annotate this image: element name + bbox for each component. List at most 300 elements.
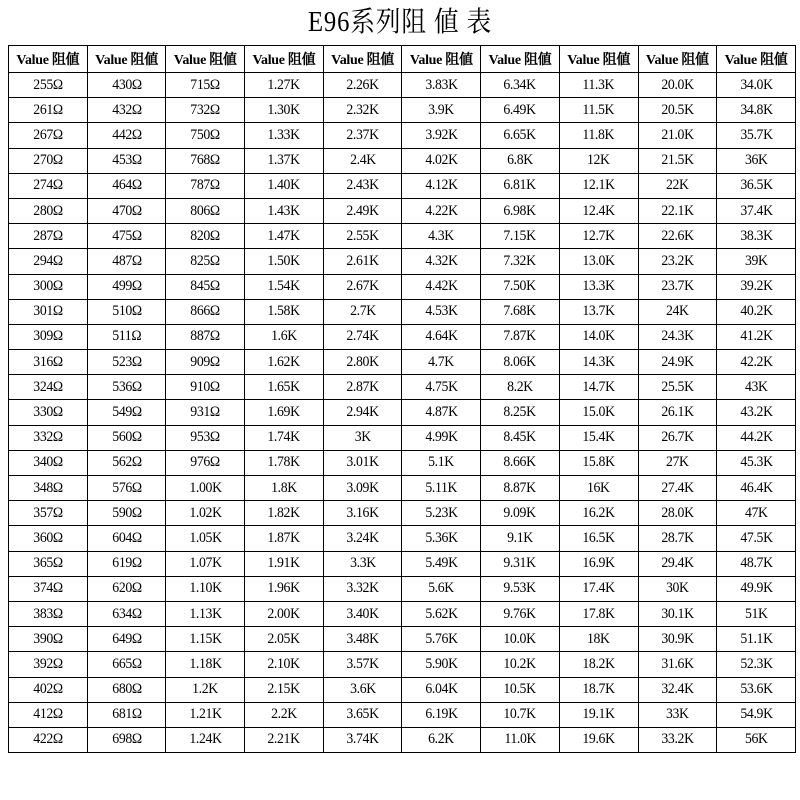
table-cell: [638, 627, 717, 652]
resistor-value: 3.3K: [349, 555, 376, 572]
table-cell: [481, 652, 560, 677]
table-cell: [9, 249, 88, 274]
resistor-value: 6.98K: [503, 202, 537, 219]
resistor-value: 11.8K: [582, 126, 615, 143]
resistor-value: 47.5K: [739, 529, 773, 546]
table-row: [9, 173, 796, 198]
resistor-value: 3.6K: [349, 681, 376, 698]
table-cell: [87, 551, 166, 576]
resistor-value: 430Ω: [111, 76, 142, 93]
table-cell: [481, 98, 560, 123]
resistor-value: 1.07K: [189, 555, 222, 572]
resistor-value: 6.8K: [507, 152, 533, 169]
table-cell: [87, 173, 166, 198]
table-row: [9, 148, 796, 173]
resistor-value: 1.18K: [189, 655, 222, 672]
resistor-value: 15.0K: [582, 404, 615, 421]
table-cell: [638, 198, 717, 223]
table-cell: [87, 526, 166, 551]
table-cell: [481, 501, 560, 526]
table-cell: [402, 727, 481, 752]
table-cell: [717, 652, 796, 677]
table-cell: [481, 224, 560, 249]
table-cell: [402, 299, 481, 324]
resistor-value: 8.45K: [503, 429, 537, 446]
table-cell: [638, 224, 717, 249]
resistor-value: 34.0K: [739, 76, 773, 93]
resistor-value: 17.8K: [582, 605, 615, 622]
table-cell: [166, 148, 245, 173]
table-cell: [323, 73, 402, 98]
table-cell: [402, 375, 481, 400]
table-cell: [402, 98, 481, 123]
resistor-value: 536Ω: [111, 378, 142, 395]
table-cell: [166, 702, 245, 727]
resistor-value: 26.7K: [661, 429, 694, 446]
table-cell: [638, 148, 717, 173]
table-cell: [402, 652, 481, 677]
resistor-value: 15.4K: [582, 429, 615, 446]
resistor-value: 4.22K: [425, 202, 458, 219]
table-cell: [638, 299, 717, 324]
resistor-value: 475Ω: [111, 227, 142, 244]
resistor-value: 17.4K: [582, 580, 615, 597]
resistor-value: 316Ω: [33, 353, 63, 370]
resistor-value: 43K: [744, 378, 768, 395]
table-cell: [559, 224, 638, 249]
table-row: [9, 601, 796, 626]
resistor-value: 806Ω: [190, 202, 220, 219]
resistor-value: 287Ω: [33, 227, 63, 244]
table-cell: [402, 476, 481, 501]
table-cell: [9, 198, 88, 223]
resistor-value: 39K: [744, 252, 768, 269]
table-cell: [481, 249, 560, 274]
table-cell: [717, 727, 796, 752]
resistor-value: 357Ω: [33, 504, 63, 521]
table-cell: [717, 350, 796, 375]
resistor-value: 620Ω: [111, 580, 142, 597]
table-cell: [559, 526, 638, 551]
resistor-value: 30.1K: [661, 605, 694, 622]
resistor-value: 4.02K: [425, 152, 458, 169]
resistor-value: 9.31K: [503, 555, 537, 572]
resistor-value: 681Ω: [111, 706, 142, 723]
table-cell: [717, 173, 796, 198]
resistor-value: 1.91K: [267, 555, 301, 572]
resistor-value: 1.96K: [267, 580, 301, 597]
resistor-value: 34.8K: [739, 101, 773, 118]
table-cell: [166, 98, 245, 123]
table-cell: [9, 350, 88, 375]
table-row: [9, 123, 796, 148]
resistor-value: 1.24K: [189, 731, 222, 748]
resistor-value: 300Ω: [33, 278, 63, 295]
table-cell: [481, 148, 560, 173]
table-cell: [559, 73, 638, 98]
table-cell: [717, 400, 796, 425]
resistor-value: 5.90K: [425, 655, 458, 672]
table-cell: [323, 98, 402, 123]
resistor-value: 1.21K: [189, 706, 222, 723]
table-cell: [402, 350, 481, 375]
resistor-value: 15.8K: [582, 454, 615, 471]
table-cell: [166, 727, 245, 752]
table-cell: [717, 98, 796, 123]
resistor-value: 16K: [587, 479, 610, 496]
resistor-value: 14.3K: [582, 353, 615, 370]
resistor-value: 332Ω: [33, 429, 63, 446]
table-cell: [166, 551, 245, 576]
table-cell: [166, 249, 245, 274]
table-cell: [9, 526, 88, 551]
resistor-value: 348Ω: [33, 479, 63, 496]
resistor-value: 8.66K: [503, 454, 537, 471]
table-row: [9, 400, 796, 425]
resistor-value: 8.87K: [503, 479, 537, 496]
table-cell: [323, 425, 402, 450]
resistor-value: 3.16K: [346, 504, 379, 521]
table-cell: [638, 274, 717, 299]
resistor-value: 3.74K: [346, 731, 379, 748]
resistor-value: 3.40K: [346, 605, 379, 622]
resistor-value: 619Ω: [111, 555, 142, 572]
resistor-value: 45.3K: [739, 454, 773, 471]
table-cell: [481, 576, 560, 601]
resistor-value: 3.9K: [428, 101, 455, 118]
table-cell: [481, 601, 560, 626]
table-cell: [323, 400, 402, 425]
resistor-value: 909Ω: [190, 353, 220, 370]
table-cell: [481, 375, 560, 400]
resistor-value: 38.3K: [739, 227, 773, 244]
resistor-value: 30.9K: [661, 630, 694, 647]
table-cell: [87, 702, 166, 727]
table-cell: [717, 198, 796, 223]
resistor-value: 2.15K: [267, 681, 301, 698]
table-row: [9, 551, 796, 576]
table-cell: [87, 198, 166, 223]
table-cell: [481, 198, 560, 223]
resistor-value: 2.87K: [346, 378, 379, 395]
resistor-value: 24.3K: [661, 328, 694, 345]
resistor-value: 11.5K: [582, 101, 615, 118]
resistor-value: 18K: [587, 630, 610, 647]
resistor-value: 18.7K: [582, 681, 615, 698]
resistor-value: 6.2K: [428, 731, 455, 748]
resistor-value: 51.1K: [739, 630, 773, 647]
table-cell: [638, 450, 717, 475]
column-header: Value 阻値: [323, 46, 402, 73]
table-cell: [166, 350, 245, 375]
table-cell: [638, 400, 717, 425]
table-cell: [402, 73, 481, 98]
table-cell: [559, 249, 638, 274]
table-row: [9, 224, 796, 249]
resistor-value: 324Ω: [33, 378, 63, 395]
column-header: Value 阻値: [245, 46, 324, 73]
resistor-value: 576Ω: [111, 479, 142, 496]
table-cell: [638, 173, 717, 198]
resistor-value: 6.81K: [503, 177, 537, 194]
resistor-value: 16.2K: [582, 504, 615, 521]
resistor-value: 1.43K: [267, 202, 301, 219]
table-row: [9, 274, 796, 299]
column-header: Value 阻値: [559, 46, 638, 73]
resistor-value: 2.61K: [346, 252, 379, 269]
resistor-value: 390Ω: [33, 630, 63, 647]
resistor-value: 931Ω: [190, 404, 220, 421]
table-cell: [87, 727, 166, 752]
resistor-value: 10.5K: [503, 681, 537, 698]
resistor-value: 2.49K: [346, 202, 379, 219]
table-cell: [402, 576, 481, 601]
resistor-value: 698Ω: [111, 731, 142, 748]
table-cell: [245, 450, 324, 475]
resistor-value: 374Ω: [33, 580, 63, 597]
table-cell: [245, 526, 324, 551]
table-cell: [87, 249, 166, 274]
resistor-value: 14.0K: [582, 328, 615, 345]
resistor-value: 1.74K: [267, 429, 301, 446]
table-cell: [481, 299, 560, 324]
table-body: [9, 73, 796, 753]
resistor-value: 1.13K: [189, 605, 222, 622]
resistor-value: 21.0K: [661, 126, 694, 143]
table-cell: [245, 727, 324, 752]
table-cell: [245, 375, 324, 400]
table-cell: [717, 677, 796, 702]
resistor-value: 8.25K: [503, 404, 537, 421]
table-cell: [166, 123, 245, 148]
resistor-value: 2.37K: [346, 126, 379, 143]
table-cell: [323, 576, 402, 601]
table-cell: [481, 173, 560, 198]
table-cell: [559, 350, 638, 375]
table-cell: [559, 98, 638, 123]
table-cell: [9, 173, 88, 198]
resistor-value: 2.80K: [346, 353, 379, 370]
table-cell: [166, 450, 245, 475]
table-cell: [323, 551, 402, 576]
resistor-value: 36K: [744, 152, 768, 169]
table-cell: [402, 425, 481, 450]
table-cell: [402, 224, 481, 249]
table-cell: [9, 601, 88, 626]
table-cell: [245, 476, 324, 501]
table-cell: [638, 652, 717, 677]
table-cell: [481, 274, 560, 299]
table-cell: [481, 450, 560, 475]
resistor-value: 4.32K: [425, 252, 458, 269]
table-cell: [323, 652, 402, 677]
table-row: [9, 350, 796, 375]
table-cell: [402, 677, 481, 702]
resistor-value: 56K: [744, 731, 768, 748]
resistor-value: 6.34K: [503, 76, 537, 93]
resistor-value: 2.10K: [267, 655, 301, 672]
resistor-value: 5.6K: [428, 580, 455, 597]
table-cell: [166, 375, 245, 400]
resistor-value: 3.83K: [425, 76, 458, 93]
resistor-value: 37.4K: [739, 202, 773, 219]
resistor-value: 1.40K: [267, 177, 301, 194]
resistor-value: 464Ω: [111, 177, 142, 194]
table-row: [9, 375, 796, 400]
resistor-value: 46.4K: [739, 479, 773, 496]
table-cell: [245, 652, 324, 677]
table-cell: [9, 727, 88, 752]
resistor-value: 19.1K: [582, 706, 615, 723]
resistor-value: 768Ω: [190, 152, 220, 169]
resistor-value: 2.26K: [346, 76, 379, 93]
resistor-value: 330Ω: [33, 404, 63, 421]
resistor-value: 1.69K: [267, 404, 301, 421]
table-cell: [323, 324, 402, 349]
table-row: [9, 702, 796, 727]
resistor-value: 1.62K: [267, 353, 301, 370]
resistor-value: 4.12K: [425, 177, 458, 194]
table-cell: [87, 73, 166, 98]
resistor-value: 6.04K: [425, 681, 458, 698]
table-cell: [559, 652, 638, 677]
table-cell: [559, 551, 638, 576]
resistor-value: 12K: [587, 152, 610, 169]
table-cell: [166, 677, 245, 702]
table-cell: [481, 425, 560, 450]
resistor-value: 29.4K: [661, 555, 694, 572]
table-cell: [166, 224, 245, 249]
table-cell: [166, 400, 245, 425]
table-cell: [245, 425, 324, 450]
table-cell: [323, 123, 402, 148]
resistor-value: 562Ω: [111, 454, 142, 471]
resistor-value: 35.7K: [739, 126, 773, 143]
table-cell: [717, 274, 796, 299]
resistor-value: 360Ω: [33, 529, 63, 546]
resistor-value: 825Ω: [190, 252, 220, 269]
table-cell: [323, 198, 402, 223]
resistor-value: 301Ω: [33, 303, 63, 320]
table-cell: [9, 73, 88, 98]
resistor-value: 255Ω: [33, 76, 63, 93]
table-cell: [166, 501, 245, 526]
resistor-value: 845Ω: [190, 278, 220, 295]
resistor-value: 9.53K: [503, 580, 537, 597]
table-cell: [717, 476, 796, 501]
resistor-value: 560Ω: [111, 429, 142, 446]
resistor-value: 23.7K: [661, 278, 694, 295]
resistor-value: 5.11K: [425, 479, 458, 496]
resistor-value: 487Ω: [111, 252, 142, 269]
table-cell: [245, 551, 324, 576]
resistor-value: 1.2K: [192, 681, 219, 698]
table-cell: [717, 425, 796, 450]
table-cell: [402, 324, 481, 349]
table-cell: [245, 299, 324, 324]
resistor-value: 976Ω: [190, 454, 220, 471]
resistor-value: 432Ω: [111, 101, 142, 118]
column-header: Value 阻値: [9, 46, 88, 73]
table-cell: [638, 526, 717, 551]
table-cell: [402, 400, 481, 425]
resistor-value: 511Ω: [112, 328, 142, 345]
table-cell: [323, 601, 402, 626]
table-row: [9, 476, 796, 501]
resistor-value: 1.30K: [267, 101, 301, 118]
resistor-value: 2.55K: [346, 227, 379, 244]
table-cell: [87, 274, 166, 299]
table-cell: [717, 501, 796, 526]
table-cell: [402, 249, 481, 274]
table-cell: [323, 350, 402, 375]
table-cell: [559, 274, 638, 299]
table-row: [9, 501, 796, 526]
resistor-value-table: [8, 45, 796, 753]
resistor-value: 5.36K: [425, 529, 458, 546]
table-cell: [245, 601, 324, 626]
table-cell: [323, 727, 402, 752]
resistor-value: 1.87K: [267, 529, 301, 546]
table-cell: [638, 551, 717, 576]
table-cell: [9, 123, 88, 148]
table-cell: [481, 727, 560, 752]
table-cell: [717, 123, 796, 148]
table-cell: [559, 375, 638, 400]
table-cell: [9, 501, 88, 526]
resistor-value: 2.32K: [346, 101, 379, 118]
table-row: [9, 249, 796, 274]
resistor-value: 604Ω: [111, 529, 142, 546]
resistor-value: 4.64K: [425, 328, 458, 345]
table-cell: [638, 350, 717, 375]
resistor-value: 12.1K: [582, 177, 615, 194]
table-row: [9, 98, 796, 123]
table-cell: [9, 148, 88, 173]
table-cell: [166, 299, 245, 324]
resistor-value: 4.75K: [425, 378, 458, 395]
table-cell: [559, 476, 638, 501]
table-row: [9, 73, 796, 98]
table-cell: [166, 576, 245, 601]
table-cell: [717, 601, 796, 626]
table-cell: [245, 702, 324, 727]
table-cell: [87, 324, 166, 349]
resistor-value: 24.9K: [661, 353, 694, 370]
column-header: Value 阻値: [717, 46, 796, 73]
table-cell: [9, 400, 88, 425]
column-header: Value 阻値: [638, 46, 717, 73]
table-cell: [638, 601, 717, 626]
table-cell: [87, 677, 166, 702]
table-cell: [245, 123, 324, 148]
resistor-value: 4.42K: [425, 278, 458, 295]
table-row: [9, 425, 796, 450]
table-cell: [9, 476, 88, 501]
resistor-value: 26.1K: [661, 404, 694, 421]
resistor-value: 5.76K: [425, 630, 458, 647]
resistor-value: 5.1K: [428, 454, 455, 471]
table-cell: [87, 576, 166, 601]
resistor-value: 18.2K: [582, 655, 615, 672]
table-cell: [559, 324, 638, 349]
table-cell: [481, 677, 560, 702]
resistor-value: 665Ω: [111, 655, 142, 672]
resistor-value: 1.05K: [189, 529, 222, 546]
resistor-value: 392Ω: [33, 655, 63, 672]
resistor-value: 47K: [744, 504, 768, 521]
table-cell: [638, 375, 717, 400]
